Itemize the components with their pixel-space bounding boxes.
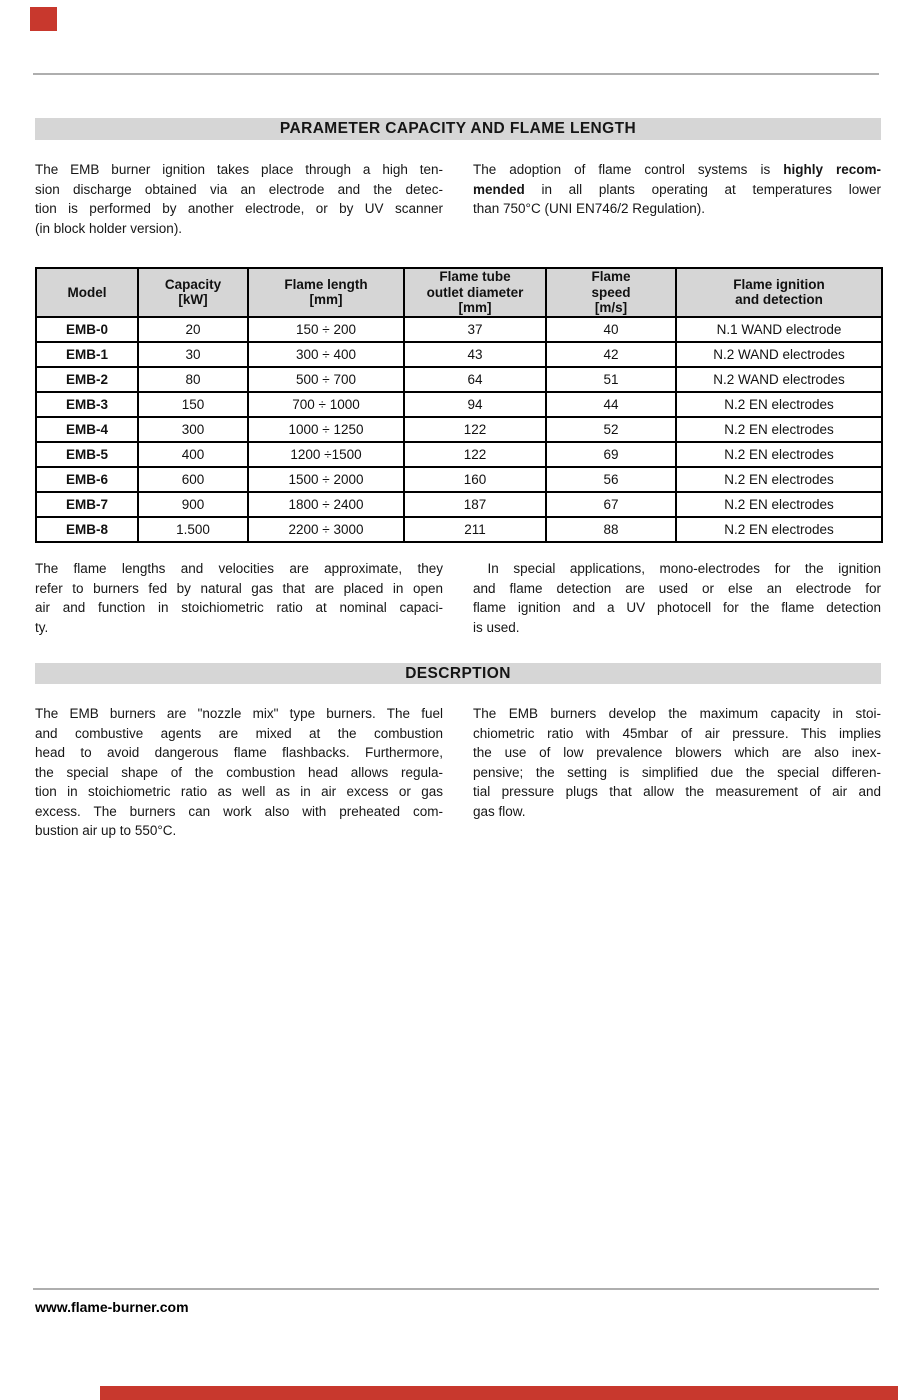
spec-cell: 42	[546, 342, 676, 367]
spec-cell: N.1 WAND electrode	[676, 317, 882, 342]
brand-red-footer-bar	[100, 1386, 898, 1400]
spec-table-row	[36, 467, 882, 492]
spec-cell: N.2 EN electrodes	[676, 492, 882, 517]
description-left-paragraph	[35, 704, 443, 841]
spec-cell: 1500 ÷ 2000	[248, 467, 404, 492]
spec-cell: 150	[138, 392, 248, 417]
spec-cell: 51	[546, 367, 676, 392]
spec-cell: 20	[138, 317, 248, 342]
section-title-description	[35, 663, 881, 684]
text-line: The EMB burners are "nozzle mix" type burners. The fuel	[35, 706, 443, 721]
text-line: The flame lengths and velocities are approximate, they	[35, 561, 443, 576]
spec-table-body	[36, 317, 882, 542]
col-header-flame-length: Flame length [mm]	[248, 268, 404, 317]
spec-cell: 67	[546, 492, 676, 517]
spec-cell: 122	[404, 442, 546, 467]
col-header-flame-tube-diameter: Flame tube outlet diameter [mm]	[404, 268, 546, 317]
spec-cell: 44	[546, 392, 676, 417]
spec-cell: 69	[546, 442, 676, 467]
spec-table-row	[36, 392, 882, 417]
spec-table-row	[36, 367, 882, 392]
spec-cell: 40	[546, 317, 676, 342]
text-line: the use of low prevalence blowers which are also inex-	[473, 745, 881, 760]
spec-cell: 500 ÷ 700	[248, 367, 404, 392]
spec-cell: N.2 EN electrodes	[676, 392, 882, 417]
model-cell: EMB-6	[36, 467, 138, 492]
spec-cell: 211	[404, 517, 546, 542]
col-header-ignition-detection: Flame ignition and detection	[676, 268, 882, 317]
spec-cell: 80	[138, 367, 248, 392]
spec-cell: 30	[138, 342, 248, 367]
model-cell: EMB-8	[36, 517, 138, 542]
spec-cell: 122	[404, 417, 546, 442]
table-notes	[35, 559, 881, 637]
text-line: air and function in stoichiometric ratio at nominal capaci-	[35, 600, 443, 615]
spec-table-row	[36, 342, 882, 367]
text-line: than 750°C (UNI EN746/2 Regulation).	[473, 201, 706, 216]
spec-table-row	[36, 442, 882, 467]
text-line: refer to burners fed by natural gas that are placed in open	[35, 580, 443, 596]
text-line: is used.	[473, 619, 520, 635]
spec-cell: 64	[404, 367, 546, 392]
text-line: (in block holder version).	[35, 220, 183, 236]
spec-cell: 88	[546, 517, 676, 542]
text-line: tion in stoichiometric ratio as well as in air excess or gas	[35, 784, 443, 799]
model-cell: EMB-3	[36, 392, 138, 417]
text-line: the special shape of the combustion head allows regula-	[35, 764, 443, 780]
website-url: www.flame-burner.com	[35, 1299, 189, 1315]
text-line: bustion air up to 550°C.	[35, 823, 177, 838]
text-line: In special applications, mono-electrodes for the ignition	[473, 561, 881, 576]
footer-divider-rule	[33, 1288, 879, 1290]
description-right-paragraph	[473, 704, 881, 841]
model-cell: EMB-0	[36, 317, 138, 342]
text-line: tial pressure plugs that allow the measurement of air and	[473, 784, 881, 799]
spec-cell: 160	[404, 467, 546, 492]
spec-cell: N.2 EN electrodes	[676, 442, 882, 467]
spec-table	[35, 267, 883, 543]
spec-cell: N.2 WAND electrodes	[676, 342, 882, 367]
spec-table-header-row	[36, 268, 882, 317]
col-header-capacity: Capacity [kW]	[138, 268, 248, 317]
brand-red-square	[30, 7, 57, 31]
col-header-flame-speed: Flame speed [m/s]	[546, 268, 676, 317]
model-cell: EMB-7	[36, 492, 138, 517]
spec-cell: N.2 EN electrodes	[676, 417, 882, 442]
text-line: excess. The burners can work also with preheated com-	[35, 803, 443, 819]
spec-cell: 56	[546, 467, 676, 492]
spec-cell: N.2 EN electrodes	[676, 517, 882, 542]
model-cell: EMB-5	[36, 442, 138, 467]
spec-cell: 2200 ÷ 3000	[248, 517, 404, 542]
text-line: sion discharge obtained via an electrode and the detec-	[35, 181, 443, 197]
spec-cell: 1800 ÷ 2400	[248, 492, 404, 517]
spec-table-row	[36, 417, 882, 442]
description-paragraphs	[35, 704, 881, 841]
spec-cell: 700 ÷ 1000	[248, 392, 404, 417]
spec-cell: 43	[404, 342, 546, 367]
section-title-parameter-text: PARAMETER CAPACITY AND FLAME LENGTH	[279, 120, 637, 137]
spec-cell: 1000 ÷ 1250	[248, 417, 404, 442]
spec-cell: 150 ÷ 200	[248, 317, 404, 342]
text-line: The EMB burners develop the maximum capacity in stoi-	[473, 706, 881, 721]
model-cell: EMB-4	[36, 417, 138, 442]
text-line: and flame detection are used or else an electrode for	[473, 580, 881, 596]
text-line: chiometric ratio with 45mbar of air pressure. This implies	[473, 725, 881, 741]
spec-cell: 1.500	[138, 517, 248, 542]
text-line: pensive; the setting is simplified due the special differen-	[473, 764, 881, 780]
notes-right-paragraph	[473, 559, 881, 637]
section-title-parameter	[35, 118, 881, 140]
spec-table-row	[36, 492, 882, 517]
section-title-description-text: DESCRPTION	[405, 665, 511, 682]
text-line: ty.	[35, 619, 49, 635]
spec-table-row	[36, 517, 882, 542]
intro-left-paragraph	[35, 160, 443, 238]
notes-left-paragraph	[35, 559, 443, 637]
text-line: and combustive agents are mixed at the combustion	[35, 725, 443, 741]
spec-table-head	[36, 268, 882, 317]
text-line: mended in all plants operating at temperatures lower	[473, 181, 881, 197]
text-line: head to avoid dangerous flame flashbacks. Furthermore,	[35, 745, 443, 760]
spec-cell: N.2 EN electrodes	[676, 467, 882, 492]
spec-cell: 187	[404, 492, 546, 517]
text-line: flame ignition and a UV photocell for the flame detection	[473, 600, 881, 615]
intro-paragraphs	[35, 160, 881, 238]
spec-table-container	[35, 267, 881, 543]
spec-cell: 600	[138, 467, 248, 492]
col-header-model: Model	[36, 268, 138, 317]
spec-cell: 37	[404, 317, 546, 342]
spec-table-row	[36, 317, 882, 342]
model-cell: EMB-2	[36, 367, 138, 392]
spec-cell: 94	[404, 392, 546, 417]
model-cell: EMB-1	[36, 342, 138, 367]
top-divider-rule	[33, 73, 879, 75]
text-line: The EMB burner ignition takes place through a high ten-	[35, 162, 443, 177]
spec-cell: 1200 ÷1500	[248, 442, 404, 467]
spec-cell: 900	[138, 492, 248, 517]
spec-cell: N.2 WAND electrodes	[676, 367, 882, 392]
spec-cell: 52	[546, 417, 676, 442]
text-line: gas flow.	[473, 803, 526, 819]
text-line: tion is performed by another electrode, or by UV scanner	[35, 201, 443, 216]
intro-right-paragraph	[473, 160, 881, 238]
spec-cell: 300	[138, 417, 248, 442]
spec-cell: 400	[138, 442, 248, 467]
text-line: The adoption of flame control systems is highly recom-	[473, 162, 881, 177]
spec-cell: 300 ÷ 400	[248, 342, 404, 367]
